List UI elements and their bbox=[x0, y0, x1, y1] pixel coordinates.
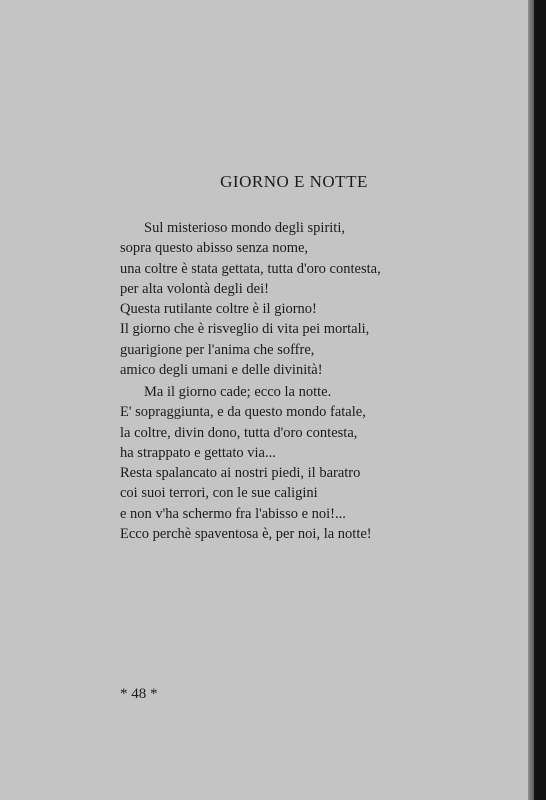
poem-line: coi suoi terrori, con le sue caligini bbox=[120, 485, 318, 502]
book-spine bbox=[534, 0, 546, 800]
poem-line: per alta volontà degli dei! bbox=[120, 280, 269, 297]
poem-title: GIORNO E NOTTE bbox=[220, 172, 368, 191]
poem-line: Ma il giorno cade; ecco la notte. bbox=[144, 384, 332, 400]
poem-line: la coltre, divin dono, tutta d'oro contesta, bbox=[120, 424, 358, 441]
stanza-1 bbox=[120, 218, 460, 380]
poem-line: Sul misterioso mondo degli spiriti, bbox=[144, 220, 345, 236]
poem-line: E' sopraggiunta, e da questo mondo fatale, bbox=[120, 404, 366, 421]
poem-line: Il giorno che è risveglio di vita pei mortali, bbox=[120, 321, 370, 338]
poem-line: amico degli umani e delle divinità! bbox=[120, 362, 323, 379]
poem-line: Questa rutilante coltre è il giorno! bbox=[120, 301, 317, 318]
poem-line: Resta spalancato ai nostri piedi, il baratro bbox=[120, 465, 361, 482]
poem-line: una coltre è stata gettata, tutta d'oro contesta, bbox=[120, 260, 381, 277]
poem-line: Ecco perchè spaventosa è, per noi, la notte! bbox=[120, 526, 372, 543]
poem-line: e non v'ha schermo fra l'abisso e noi!... bbox=[120, 505, 346, 522]
poem-line: sopra questo abisso senza nome, bbox=[120, 240, 309, 257]
poem-line: ha strappato e gettato via... bbox=[120, 444, 276, 461]
poem-line: guarigione per l'anima che soffre, bbox=[120, 341, 315, 358]
page-number: * 48 * bbox=[120, 686, 158, 702]
stanza-2 bbox=[120, 382, 460, 544]
